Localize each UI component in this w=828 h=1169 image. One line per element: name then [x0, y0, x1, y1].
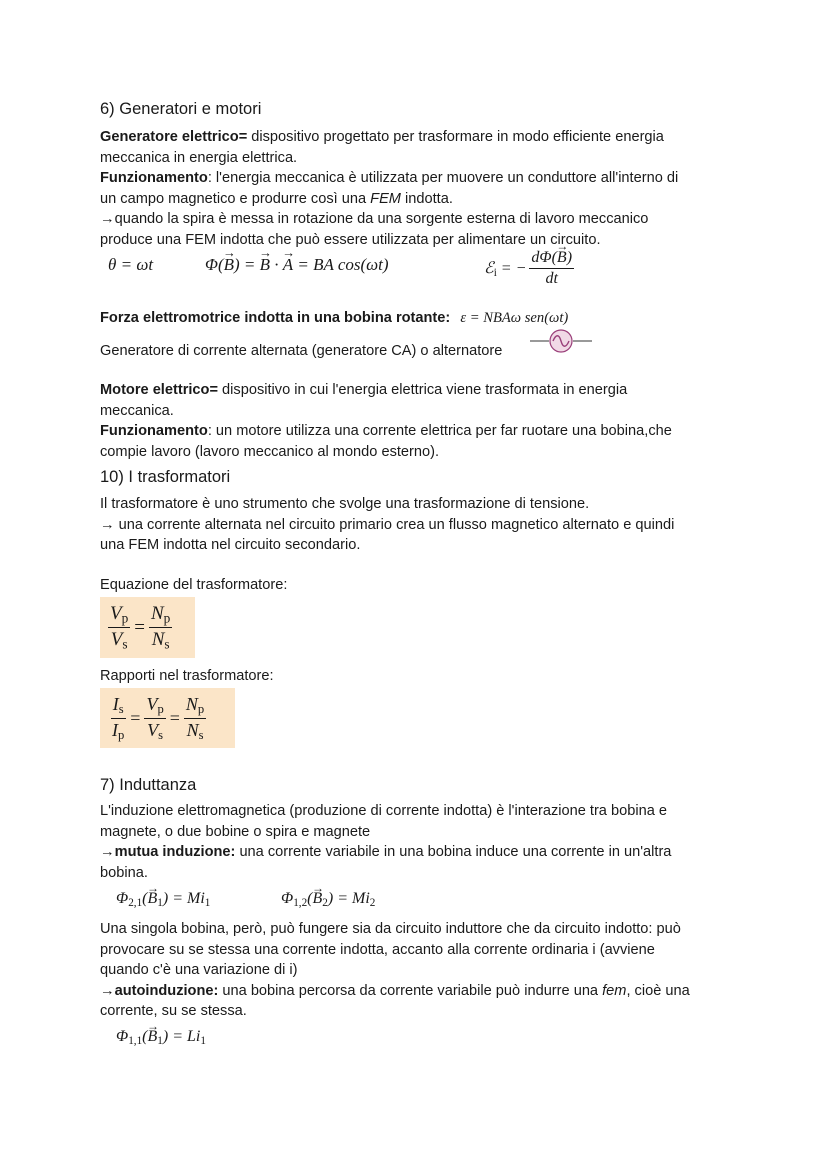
motore-funzionamento-label: Funzionamento — [100, 423, 208, 439]
emf-label: Forza elettromotrice indotta in una bobina rotante: — [100, 310, 451, 326]
motore-text-2: meccanica. — [100, 402, 174, 419]
trasformatore-line-2: → una corrente alternata nel circuito primario crea un flusso magnetico alternato e quindi — [100, 516, 675, 533]
induzione-line-1: L'induzione elettromagnetica (produzione di corrente indotta) è l'interazione tra bobina e — [100, 803, 667, 819]
arrow-line-2: produce una FEM indotta che può essere utilizzata per alimentare un circuito. — [100, 231, 601, 248]
generatore-definition — [100, 127, 740, 250]
mutua-induzione-label: →mutua induzione: — [100, 844, 236, 860]
trasformatore-line-3: una FEM indotta nel circuito secondario. — [100, 537, 361, 553]
funzionamento-label: Funzionamento — [100, 170, 208, 186]
funzionamento-text: : l'energia meccanica è utilizzata per muovere un conduttore all'interno di — [207, 170, 679, 186]
funzionamento-text-2a: un campo magnetico e produrre così una — [100, 190, 371, 207]
autoinduzione-text-3: corrente, su se stessa. — [100, 1003, 247, 1019]
motore-label: Motore elettrico= — [100, 382, 218, 398]
rapporti-label: Rapporti nel trasformatore: — [100, 668, 274, 684]
fem-emphasis-2: fem — [602, 982, 627, 999]
equation-flux: Φ(→ B) = → B · → A = BA cos(ωt) — [205, 255, 389, 275]
equation-emf: ℰ$_i$ = − $\frac{d\Phi(\to B)}{dt}$ — [484, 249, 574, 289]
autoinduzione-text-2: , cioè una — [626, 982, 690, 999]
section-heading-induttanza: 7) Induttanza — [100, 776, 197, 794]
transformer-equation-box: $\frac{V_p}{V_s}$ = $\frac{N_p}{N_s}$ — [100, 597, 195, 658]
para-line-1: Una singola bobina, però, può fungere sia da circuito induttore che da circuito indotto: può — [100, 921, 681, 937]
equation-mutual-2: $\Phi_{1,2}(\to B_2) = Mi_2$ — [281, 890, 375, 909]
generatore-label: Generatore elettrico= — [100, 129, 248, 145]
section-heading-generatori: 6) Generatori e motori — [100, 100, 262, 118]
autoinduzione-label: →autoinduzione: — [100, 982, 219, 999]
generatore-text-2: meccanica in energia elettrica. — [100, 149, 298, 166]
autoinduzione-text: una bobina percorsa da corrente variabile può indurre una — [218, 982, 603, 999]
equation-self-induction: $\Phi_{1,1}(\to B_1) = Li_1$ — [116, 1028, 206, 1047]
trasformatore-description — [100, 494, 740, 556]
fem-emphasis: FEM — [370, 190, 401, 207]
funzionamento-text-2b: indotta. — [400, 190, 453, 207]
motore-text: dispositivo in cui l'energia elettrica viene trasformata in energia — [218, 382, 628, 398]
autoinduzione-description — [100, 919, 760, 1022]
equation-mutual-1: $\Phi_{2,1}(\to B_1) = Mi_1$ — [116, 890, 210, 909]
ac-generator-text: Generatore di corrente alternata (generatore CA) o alternatore — [100, 343, 503, 359]
induzione-description — [100, 801, 740, 883]
motore-definition — [100, 380, 740, 462]
motore-funzionamento-text: : un motore utilizza una corrente elettrica per far ruotare una bobina,che — [207, 423, 672, 439]
section-heading-trasformatori: 10) I trasformatori — [100, 468, 231, 486]
trasformatore-line-1: Il trasformatore è uno strumento che svolge una trasformazione di tensione. — [100, 496, 590, 512]
emf-rotating-coil — [100, 308, 568, 329]
emf-formula: ε = NBAω sen(ωt) — [460, 310, 569, 326]
equazione-label: Equazione del trasformatore: — [100, 577, 288, 593]
mutua-induzione-text: una corrente variabile in una bobina induce una corrente in un'altra — [235, 844, 672, 860]
mutua-induzione-text-2: bobina. — [100, 864, 148, 881]
transformer-ratios-box: $\frac{I_s}{I_p}$ = $\frac{V_p}{V_s}$ = $\frac{N_p}{N_s}$ — [100, 688, 235, 748]
equation-theta: θ = ωt — [108, 255, 154, 274]
arrow-line-1: →quando la spira è messa in rotazione da una sorgente esterna di lavoro meccanico — [100, 211, 649, 227]
para-line-2: provocare su se stessa una corrente indotta, accanto alla corrente ordinaria i (avviene — [100, 941, 655, 958]
generatore-text: dispositivo progettato per trasformare in modo efficiente energia — [247, 129, 664, 145]
ac-source-icon — [530, 329, 592, 353]
induzione-line-2: magnete, o due bobine o spira e magnete — [100, 823, 371, 840]
motore-funzionamento-text-2: compie lavoro (lavoro meccanico al mondo esterno). — [100, 443, 440, 460]
para-line-3: quando c'è una variazione di i) — [100, 962, 298, 978]
